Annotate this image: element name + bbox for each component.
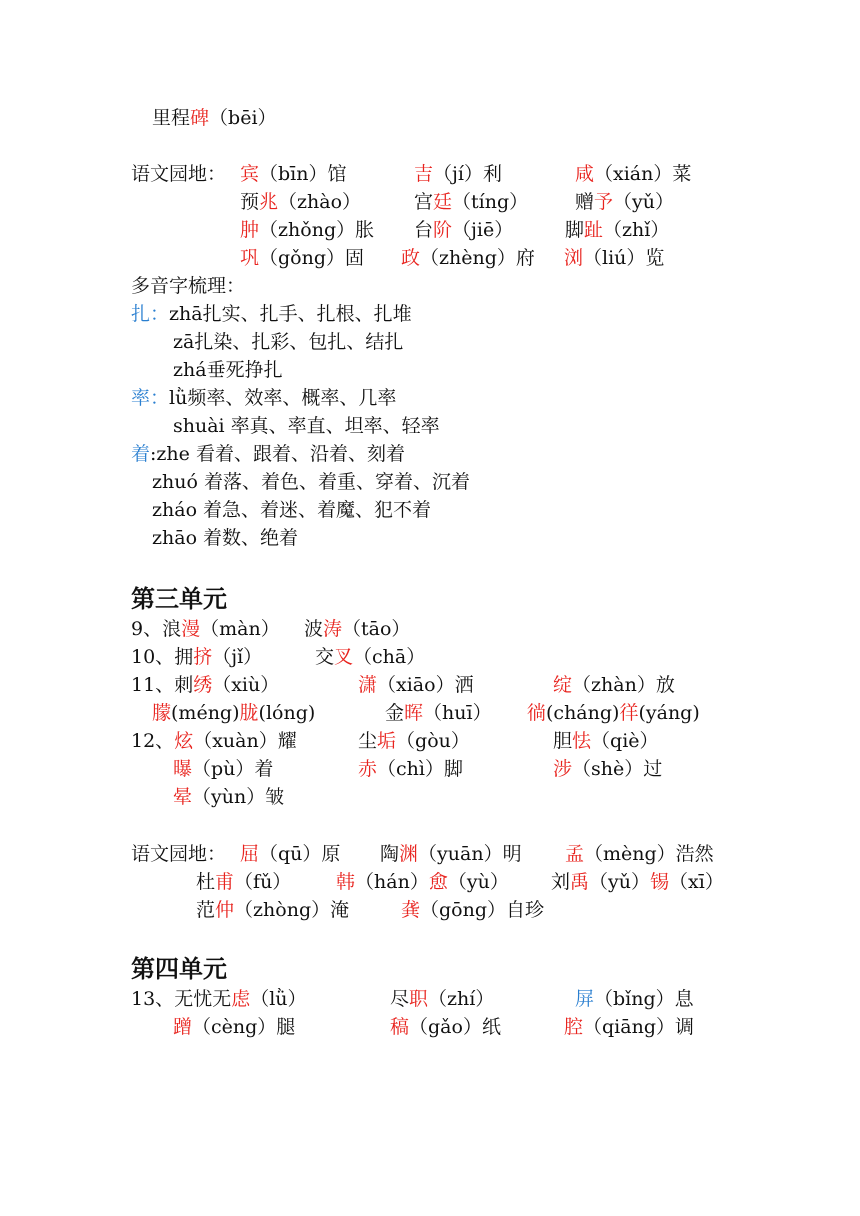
polyphone-head: 率： (131, 387, 170, 409)
pinyin: （liú）览 (583, 247, 665, 269)
pinyin: （chì）脚 (377, 758, 463, 780)
garden-label-unit3: 语文园地： (131, 843, 227, 865)
polyphone-lv-2: shuài 率真、率直、坦率、轻率 (173, 415, 440, 437)
polyphone-zha-1 (131, 300, 412, 328)
text-normal: 金 (385, 702, 405, 724)
vocab-gao (390, 1013, 501, 1041)
text-normal: 范 (196, 899, 216, 921)
highlight-char: 甫 (215, 871, 235, 893)
highlight-char: 仲 (215, 899, 235, 921)
text-normal: 无忧无 (174, 988, 232, 1010)
lesson-number: 9、 (131, 618, 163, 640)
vocab-zhi2 (390, 985, 494, 1013)
pinyin: （zhèng）府 (420, 247, 535, 269)
highlight-char: 兆 (259, 191, 279, 213)
vocab-chi (358, 755, 463, 783)
pinyin: （zhào） (278, 191, 362, 213)
text-normal: 宫 (414, 191, 434, 213)
word-libeng (152, 104, 277, 132)
pinyin: （chā） (353, 646, 426, 668)
highlight-char: 胧 (239, 702, 259, 724)
pinyin: （xiāo）洒 (377, 674, 474, 696)
highlight-char: 职 (409, 988, 429, 1010)
garden-label-unit2: 语文园地： (131, 163, 227, 185)
highlight-char-blue: 屏 (575, 988, 595, 1010)
vocab-hui (385, 699, 492, 727)
text-normal: 交 (315, 646, 335, 668)
polyphone-lv-1 (131, 384, 396, 412)
highlight-char: 愈 (428, 871, 448, 893)
vocab-qu (240, 840, 340, 868)
pinyin: （zhǒng）胀 (259, 219, 375, 241)
pinyin: （xuàn）耀 (193, 730, 297, 752)
pinyin: （tāo） (342, 618, 411, 640)
polyphone-head: 扎： (131, 303, 170, 325)
highlight-char: 政 (401, 247, 421, 269)
vocab-bin (240, 160, 347, 188)
vocab-gong (240, 244, 364, 272)
pinyin: （jiē） (452, 219, 514, 241)
highlight-char: 碑 (190, 107, 210, 129)
pinyin: （gōng）自珍 (420, 899, 545, 921)
vocab-zhi (565, 216, 669, 244)
text-normal: 陶 (380, 843, 400, 865)
vocab-menglong (152, 699, 315, 727)
highlight-char: 怯 (572, 730, 592, 752)
unit3-heading: 第三单元 (131, 585, 227, 613)
highlight-char: 涛 (323, 618, 343, 640)
text-normal: 刺 (174, 674, 194, 696)
highlight-char: 漫 (181, 618, 201, 640)
pinyin: （hán） (355, 871, 429, 893)
pinyin: (méng) (171, 702, 240, 724)
highlight-char: 涉 (553, 758, 573, 780)
pinyin: （lǜ） (250, 988, 307, 1010)
pinyin: （mèng）浩然 (584, 843, 714, 865)
vocab-jie (414, 216, 513, 244)
highlight-char: 屈 (240, 843, 260, 865)
pinyin: （xī） (669, 871, 724, 893)
pinyin: （bīn）馆 (259, 163, 347, 185)
pinyin: （cèng）腿 (192, 1016, 296, 1038)
pinyin: （jí）利 (433, 163, 502, 185)
highlight-char: 徉 (619, 702, 639, 724)
highlight-char: 廷 (433, 191, 453, 213)
pinyin: （yù） (447, 871, 509, 893)
pinyin: （yuān）明 (418, 843, 522, 865)
highlight-char: 龚 (401, 899, 421, 921)
polyphone-zhe-2: zhuó 着落、着色、着重、穿着、沉着 (152, 471, 470, 493)
text-normal: 里程 (152, 107, 191, 129)
vocab-zheng (401, 244, 535, 272)
highlight-char: 韩 (336, 871, 356, 893)
vocab-qie (553, 727, 659, 755)
text-normal: 脚 (565, 219, 585, 241)
lesson13-line (131, 985, 307, 1013)
highlight-char: 绽 (553, 674, 573, 696)
pinyin: （zhòng）淹 (234, 899, 350, 921)
highlight-char: 叉 (334, 646, 354, 668)
vocab-zhan (553, 671, 675, 699)
pinyin: （bēi） (209, 107, 277, 129)
vocab-fu (196, 868, 291, 896)
vocab-ceng (173, 1013, 295, 1041)
pinyin: （jǐ） (212, 646, 263, 668)
polyphone-zhe-1 (131, 440, 405, 468)
polyphone-zha-2: zā扎染、扎彩、包扎、结扎 (173, 331, 404, 353)
polyphone-zhe-4: zhāo 着数、绝着 (152, 527, 299, 549)
highlight-char: 绣 (193, 674, 213, 696)
vocab-xian (575, 160, 691, 188)
highlight-char: 朦 (152, 702, 172, 724)
highlight-char: 渊 (399, 843, 419, 865)
vocab-changyang (527, 699, 700, 727)
highlight-char: 吉 (414, 163, 434, 185)
lesson-number: 11、 (131, 674, 175, 696)
highlight-char: 虑 (231, 988, 251, 1010)
lesson-number: 10、 (131, 646, 175, 668)
highlight-char: 徜 (527, 702, 547, 724)
polyphone-head: 着 (131, 443, 151, 465)
highlight-char: 稿 (390, 1016, 410, 1038)
pinyin: （gǒng）固 (259, 247, 365, 269)
vocab-cha (315, 643, 425, 671)
text-normal: 拥 (174, 646, 194, 668)
text-normal: 胆 (553, 730, 573, 752)
highlight-char: 巩 (240, 247, 260, 269)
text-normal: 台 (414, 219, 434, 241)
polyphone-line: lǜ频率、效率、概率、几率 (169, 387, 397, 409)
pinyin: （huī） (423, 702, 492, 724)
vocab-liu (564, 244, 664, 272)
highlight-char: 浏 (564, 247, 584, 269)
highlight-char: 予 (594, 191, 614, 213)
vocab-hanyu (336, 868, 509, 896)
vocab-qiang (564, 1013, 694, 1041)
vocab-ting (414, 188, 528, 216)
pinyin: （zhàn）放 (572, 674, 675, 696)
highlight-char: 阶 (433, 219, 453, 241)
pinyin: （bǐng）息 (594, 988, 694, 1010)
pinyin: (lóng) (258, 702, 316, 724)
pinyin: （gòu） (396, 730, 470, 752)
vocab-meng (565, 840, 714, 868)
highlight-char: 潇 (358, 674, 378, 696)
text-normal: 波 (304, 618, 324, 640)
pinyin: （qū）原 (259, 843, 341, 865)
vocab-gou (358, 727, 470, 755)
highlight-char: 肿 (240, 219, 260, 241)
vocab-zhong2 (196, 896, 349, 924)
lesson-number: 12、 (131, 730, 175, 752)
vocab-she (553, 755, 662, 783)
text-normal: 尽 (390, 988, 410, 1010)
pinyin: （pù）着 (192, 758, 274, 780)
highlight-char: 趾 (584, 219, 604, 241)
vocab-yun (173, 783, 284, 811)
pinyin: （fǔ） (234, 871, 292, 893)
highlight-char: 晖 (404, 702, 424, 724)
highlight-char: 孟 (565, 843, 585, 865)
highlight-char: 曝 (173, 758, 193, 780)
pinyin: （yùn）皱 (192, 786, 285, 808)
vocab-ji (414, 160, 502, 188)
unit4-heading: 第四单元 (131, 955, 227, 983)
pinyin: （shè）过 (572, 758, 663, 780)
vocab-xiao (358, 671, 474, 699)
pinyin: （màn） (200, 618, 280, 640)
vocab-yu (575, 188, 674, 216)
pinyin: （zhǐ） (603, 219, 670, 241)
highlight-char: 禹 (570, 871, 590, 893)
lesson10-line (131, 643, 262, 671)
pinyin: （qiè） (591, 730, 659, 752)
text-normal: 杜 (196, 871, 216, 893)
polyphone-line: :zhe 看着、跟着、沿着、刻着 (150, 443, 405, 465)
highlight-char: 咸 (575, 163, 595, 185)
pinyin: （xián）菜 (594, 163, 692, 185)
pinyin: （gǎo）纸 (409, 1016, 501, 1038)
highlight-char: 晕 (173, 786, 193, 808)
highlight-char: 垢 (377, 730, 397, 752)
polyphone-title: 多音字梳理： (131, 275, 246, 297)
text-normal: 预 (240, 191, 260, 213)
lesson11-line (131, 671, 279, 699)
vocab-zhao (240, 188, 361, 216)
vocab-pu (173, 755, 273, 783)
lesson12-line (131, 727, 297, 755)
lesson-number: 13、 (131, 988, 175, 1010)
pinyin: (yáng) (638, 702, 700, 724)
vocab-yuan (380, 840, 522, 868)
pinyin: (cháng) (546, 702, 620, 724)
text-normal: 刘 (551, 871, 571, 893)
polyphone-zhe-3: zháo 着急、着迷、着魔、犯不着 (152, 499, 432, 521)
text-normal: 尘 (358, 730, 378, 752)
vocab-yuxi (551, 868, 724, 896)
vocab-zhong (240, 216, 374, 244)
pinyin: （xiù） (212, 674, 280, 696)
vocab-bing (575, 985, 694, 1013)
highlight-char: 锡 (650, 871, 670, 893)
highlight-char: 赤 (358, 758, 378, 780)
polyphone-line: zhā扎实、扎手、扎根、扎堆 (169, 303, 412, 325)
highlight-char: 挤 (193, 646, 213, 668)
pinyin: （yǔ） (589, 871, 651, 893)
polyphone-zha-3: zhá垂死挣扎 (173, 359, 283, 381)
pinyin: （zhí） (428, 988, 495, 1010)
highlight-char: 炫 (174, 730, 194, 752)
lesson9-line (131, 615, 280, 643)
pinyin: （yǔ） (613, 191, 675, 213)
vocab-gong2 (401, 896, 544, 924)
highlight-char: 宾 (240, 163, 260, 185)
pinyin: （tíng） (452, 191, 529, 213)
vocab-tao (304, 615, 410, 643)
highlight-char: 腔 (564, 1016, 584, 1038)
text-normal: 赠 (575, 191, 595, 213)
text-normal: 浪 (162, 618, 182, 640)
pinyin: （qiāng）调 (583, 1016, 694, 1038)
highlight-char: 蹭 (173, 1016, 193, 1038)
